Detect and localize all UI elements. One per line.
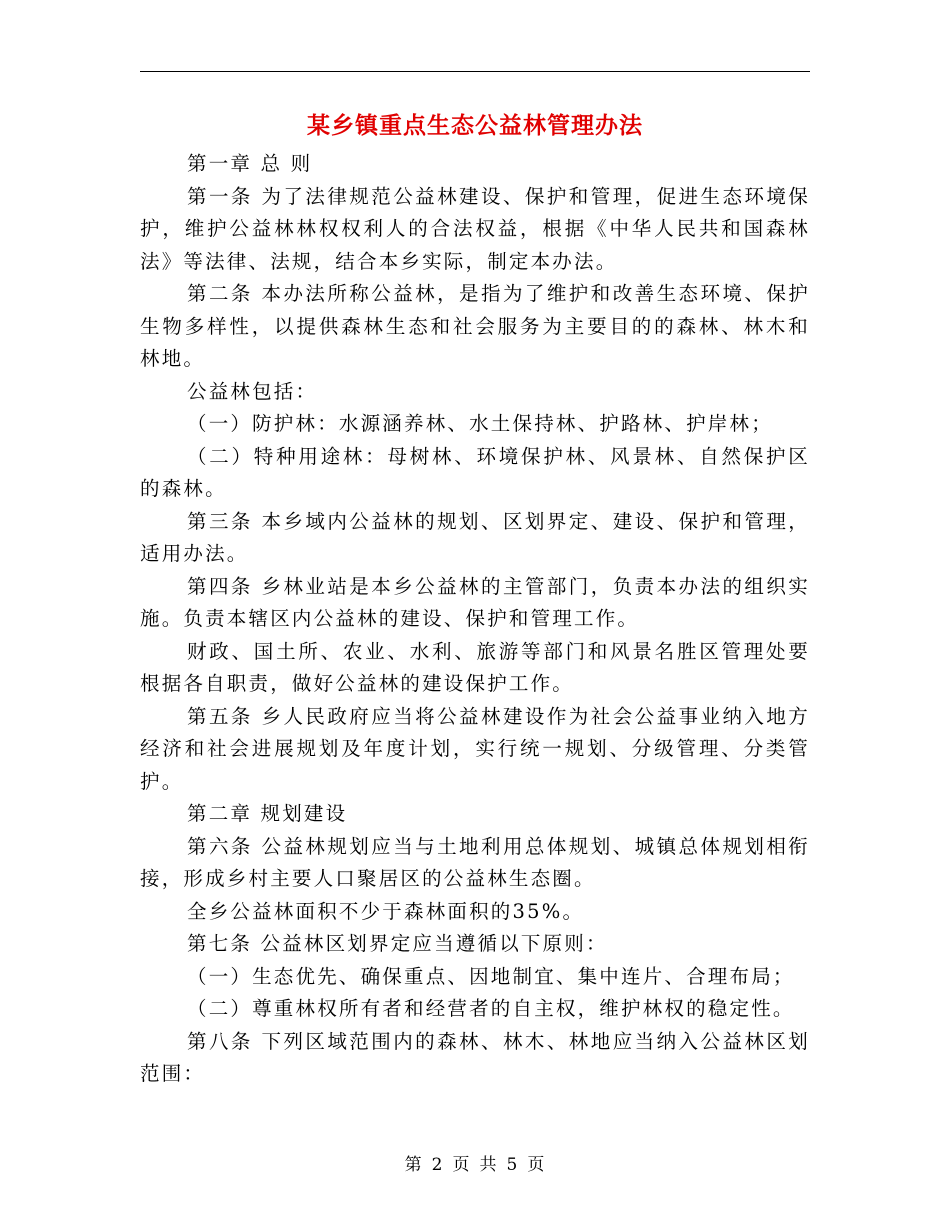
chapter-heading: 第一章 总 则 [187,152,313,175]
body-paragraph: 公益林包括： [187,379,318,403]
list-item: （二）尊重林权所有者和经营者的自主权，维护林权的稳定性。 [187,997,795,1020]
page-label: 第 [404,1155,423,1175]
list-item: （一）生态优先、确保重点、因地制宜、集中连片、合理布局； [187,964,795,988]
header-rule [140,71,810,72]
total-label: 共 [479,1155,498,1175]
total-pages-number: 5 [506,1155,519,1175]
article-paragraph: 第七条 公益林区划界定应当遵循以下原则： [187,932,608,955]
list-item: （一）防护林：水源涵养林、水土保持林、护路林、护岸林； [187,412,773,435]
page-footer [0,1153,950,1177]
current-page-number: 2 [431,1155,444,1175]
article-paragraph: 第五条 乡人民政府应当将公益林建设作为社会公益事业纳入地方经济和社会进展规划及年度计划，实行统一规划、分级管理、分类管护。 [140,704,810,793]
article-paragraph: 第三条 本乡域内公益林的规划、区划界定、建设、保护和管理，适用办法。 [140,509,810,565]
list-item: （二）特种用途林：母树林、环境保护林、风景林、自然保护区的森林。 [140,444,810,500]
article-paragraph: 第二条 本办法所称公益林，是指为了维护和改善生态环境、保护生物多样性，以提供森林生态和社会服务为主要目的的森林、林木和林地。 [140,282,810,370]
body-paragraph: 全乡公益林面积不少于森林面积的35%。 [187,899,585,923]
document-body [140,148,810,1091]
article-paragraph: 第一条 为了法律规范公益林建设、保护和管理，促进生态环境保护，维护公益林林权权利人的合法权益，根据《中华人民共和国森林法》等法律、法规，结合本乡实际，制定本办法。 [140,184,810,273]
article-paragraph: 第八条 下列区域范围内的森林、林木、林地应当纳入公益林区划范围： [140,1029,810,1085]
document-title: 某乡镇重点生态公益林管理办法 [307,112,643,139]
article-paragraph: 第六条 公益林规划应当与土地利用总体规划、城镇总体规划相衔接，形成乡村主要人口聚居区的公益林生态圈。 [140,834,810,890]
chapter-heading: 第二章 规划建设 [187,802,348,825]
total-unit: 页 [527,1155,546,1175]
article-paragraph: 第四条 乡林业站是本乡公益林的主管部门，负责本办法的组织实施。负责本辖区内公益林的建设、保护和管理工作。 [140,574,810,630]
body-paragraph: 财政、国土所、农业、水利、旅游等部门和风景名胜区管理处要根据各自职责，做好公益林的建设保护工作。 [140,639,810,695]
page-unit: 页 [452,1155,471,1175]
